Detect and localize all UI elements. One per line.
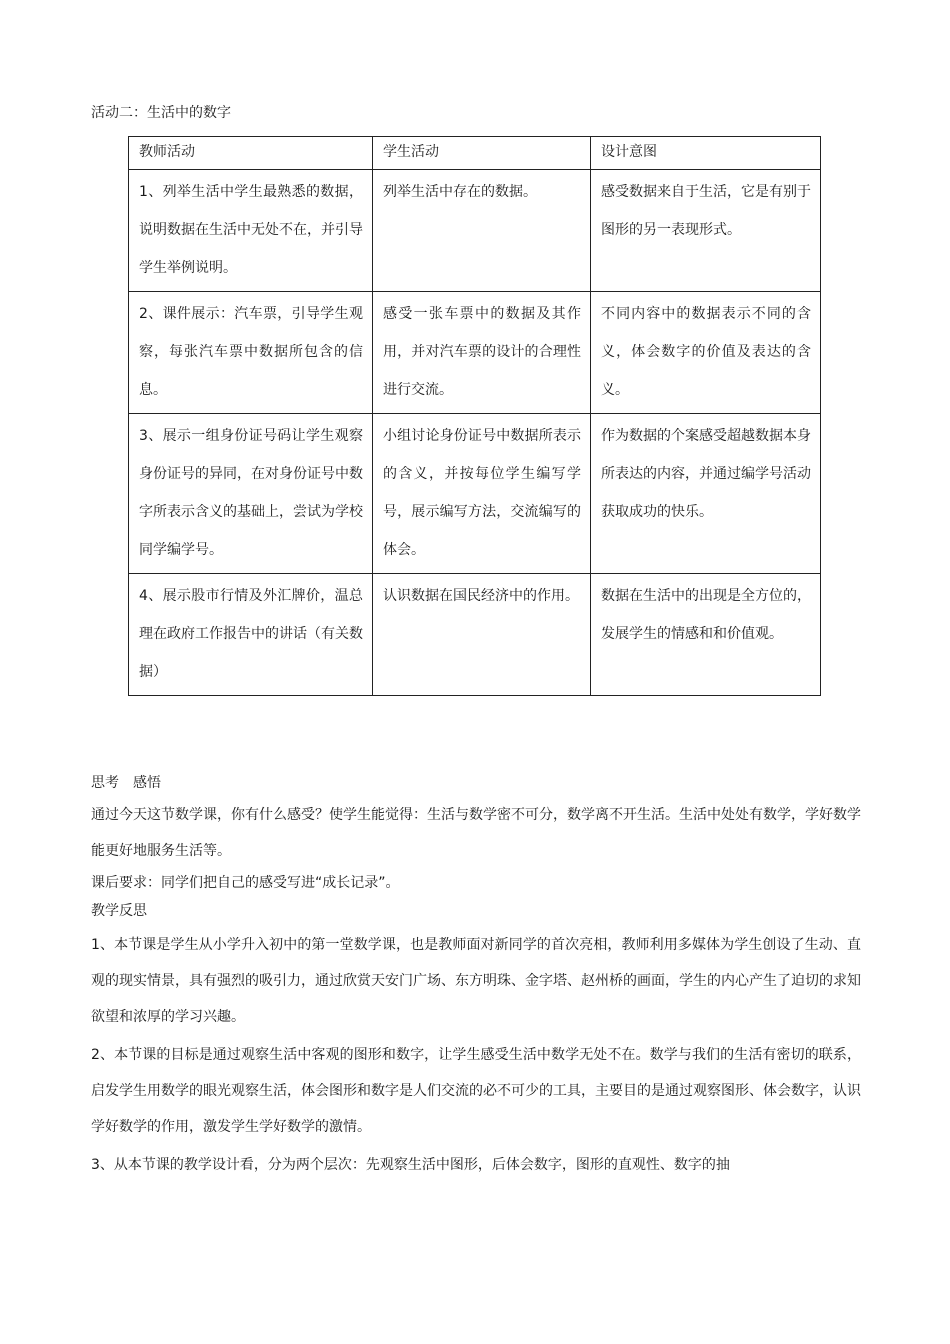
table-cell: 认识数据在国民经济中的作用。 <box>373 574 591 696</box>
teaching-reflection-heading: 教学反思 <box>91 903 147 919</box>
table-cell: 3、展示一组身份证号码让学生观察身份证号的异同，在对身份证号中数字所表示含义的基础上，尝试为学校同学编学号。 <box>129 414 373 574</box>
table-cell: 列举生活中存在的数据。 <box>373 170 591 292</box>
header-student-activity: 学生活动 <box>373 137 591 170</box>
table-cell: 4、展示股市行情及外汇牌价，温总理在政府工作报告中的讲话（有关数据） <box>129 574 373 696</box>
reflection-paragraph: 通过今天这节数学课，你有什么感受？使学生能觉得：生活与数学密不可分，数学离不开生活。生活中处处有数学，学好数学能更好地服务生活等。 <box>91 807 861 859</box>
header-design-intent: 设计意图 <box>591 137 821 170</box>
table-row <box>129 170 821 292</box>
table-header-row <box>129 137 821 170</box>
table-cell: 小组讨论身份证号中数据所表示的含义，并按每位学生编写学号，展示编写方法，交流编写的体会。 <box>373 414 591 574</box>
body-text <box>91 769 861 1183</box>
table-cell: 数据在生活中的出现是全方位的，发展学生的情感和和价值观。 <box>591 574 821 696</box>
table-cell: 1、列举生活中学生最熟悉的数据，说明数据在生活中无处不在，并引导学生举例说明。 <box>129 170 373 292</box>
table-cell: 作为数据的个案感受超越数据本身所表达的内容，并通过编学号活动获取成功的快乐。 <box>591 414 821 574</box>
table-cell: 感受数据来自于生活，它是有别于图形的另一表现形式。 <box>591 170 821 292</box>
section-title: 活动二：生活中的数字 <box>91 105 231 121</box>
teaching-reflection-paragraph-1: 1、本节课是学生从小学升入初中的第一堂数学课，也是教师面对新同学的首次亮相，教师利用多媒体为学生创设了生动、直观的现实情景，具有强烈的吸引力，通过欣赏天安门广场、东方明珠、金字塔、赵州桥的画面，学生的内心产生了迫切的求知欲望和浓厚的学习兴趣。 <box>91 937 861 1025</box>
activity-table <box>128 136 821 696</box>
table-row <box>129 414 821 574</box>
table-cell: 不同内容中的数据表示不同的含义，体会数字的价值及表达的含义。 <box>591 292 821 414</box>
reflection-heading: 思考 感悟 <box>91 775 161 791</box>
table-row <box>129 574 821 696</box>
homework-line: 课后要求：同学们把自己的感受写进“成长记录”。 <box>91 875 400 891</box>
table-row <box>129 292 821 414</box>
header-teacher-activity: 教师活动 <box>129 137 373 170</box>
table-cell: 2、课件展示：汽车票，引导学生观察，每张汽车票中数据所包含的信息。 <box>129 292 373 414</box>
table-cell: 感受一张车票中的数据及其作用，并对汽车票的设计的合理性进行交流。 <box>373 292 591 414</box>
teaching-reflection-paragraph-3: 3、从本节课的教学设计看，分为两个层次：先观察生活中图形，后体会数字，图形的直观性、数字的抽 <box>91 1157 730 1173</box>
teaching-reflection-paragraph-2: 2、本节课的目标是通过观察生活中客观的图形和数字，让学生感受生活中数学无处不在。数学与我们的生活有密切的联系，启发学生用数学的眼光观察生活，体会图形和数字是人们交流的必不可少的工具，主要目的是通过观察图形、体会数字，认识学好数学的作用，激发学生学好数学的激情。 <box>91 1047 861 1135</box>
